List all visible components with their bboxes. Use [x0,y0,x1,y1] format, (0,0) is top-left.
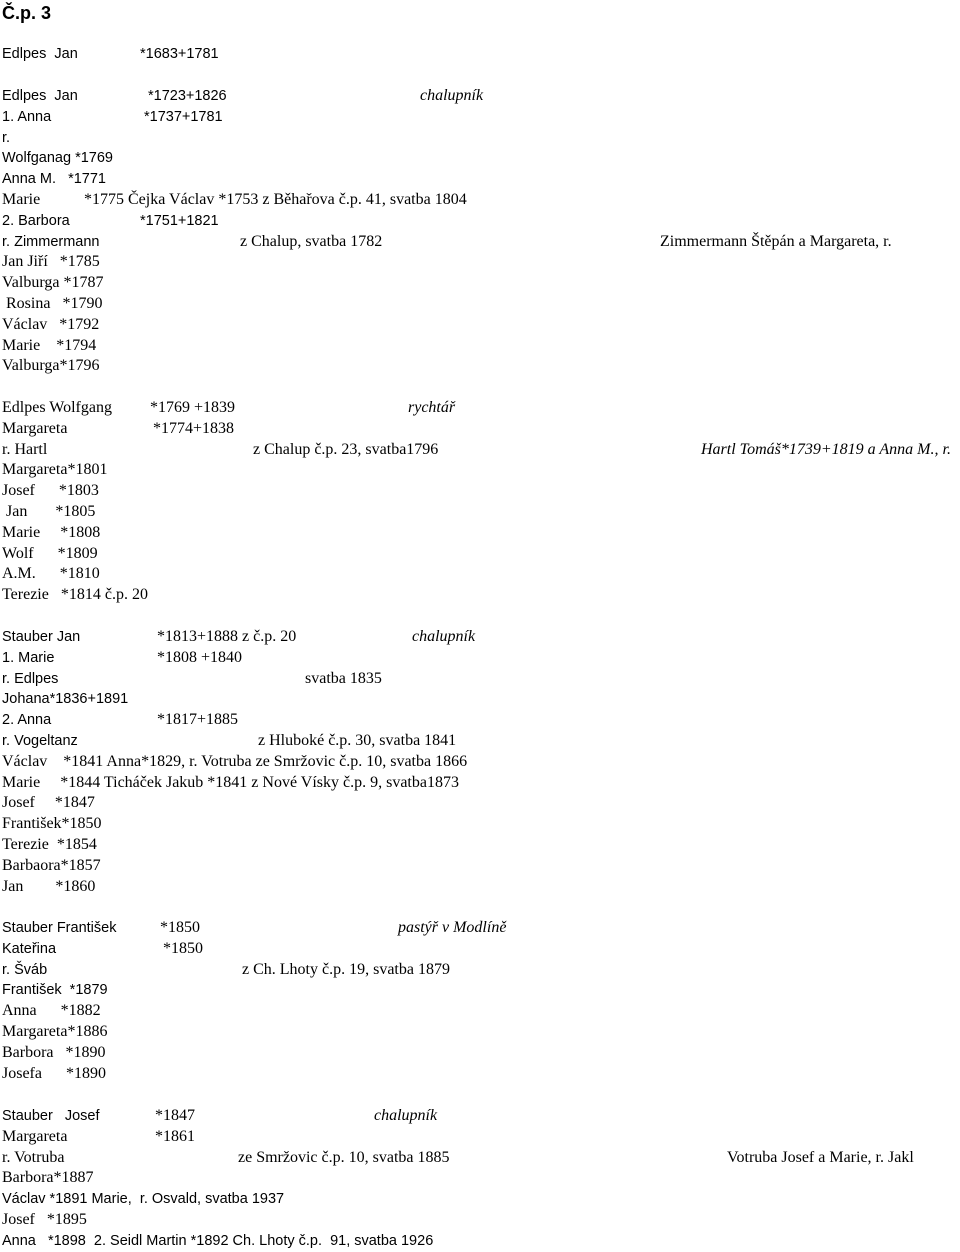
record-name: Barbora *1890 [2,1043,106,1061]
record-dates: ze Smržovic č.p. 10, svatba 1885 [238,1148,450,1166]
record-line [0,211,960,231]
record-line [0,960,960,980]
record-line [0,398,960,418]
page-title: Č.p. 3 [2,3,52,23]
record-line [0,627,960,647]
record-note: chalupník [420,87,484,104]
record-line [0,336,960,356]
record-name: Václav *1891 Marie, r. Osvald, svatba 1937 [2,1191,285,1208]
record-line [0,877,960,897]
record-line [0,481,960,501]
record-note: chalupník [374,1107,438,1124]
record-name: Wolf *1809 [2,544,98,562]
record-line [0,669,960,689]
record-name: Jan Jiří *1785 [2,253,100,271]
record-name: r. Edlpes [2,670,59,687]
record-line [0,793,960,813]
record-name: Margareta [2,1127,68,1145]
record-name: Johana*1836+1891 [2,691,129,708]
record-name: Edlpes Wolfgang [2,399,112,416]
record-name: Terezie *1854 [2,836,97,853]
record-line [0,544,960,564]
record-line [0,252,960,272]
record-dates: *1850 [160,919,200,936]
record-dates: *1847 [155,1107,195,1124]
record-name: Terezie *1814 č.p. 20 [2,586,148,604]
record-note: Zimmermann Štěpán a Margareta, r. [660,232,892,250]
record-name: r. Zimmermann [2,233,100,250]
record-name: Josef *1847 [2,794,95,812]
record-name: Stauber František [2,920,117,936]
record-name: Marie *1844 Ticháček Jakub *1841 z Nové Vísky č.p. 9, svatba1873 [2,773,459,791]
record-name: Kateřina [2,940,57,957]
record-name: Jan *1805 [2,503,96,520]
record-line [0,440,960,460]
record-dates: *1813+1888 z č.p. 20 [157,628,297,645]
record-dates: z Hluboké č.p. 30, svatba 1841 [258,732,457,749]
record-line [0,689,960,709]
record-name: Anna *1882 [2,1002,101,1020]
record-line [0,44,960,64]
record-line [0,585,960,605]
record-line [0,773,960,793]
record-name: Wolfganag *1769 [2,150,113,167]
record-name: Stauber Jan [2,629,81,645]
record-line [0,1148,960,1168]
record-dates: *1850 [163,939,203,957]
record-name: r. Vogeltanz [2,733,78,749]
record-name: r. Šváb [2,961,48,978]
record-line [0,356,960,376]
record-name: Margareta*1886 [2,1023,108,1040]
record-name: 2. Anna [2,712,52,729]
record-name: Josef *1895 [2,1211,87,1228]
record-name: Anna M. *1771 [2,171,106,188]
record-line [0,232,960,252]
record-name: Anna *1898 2. Seidl Martin *1892 Ch. Lhoty č.p. 91, svatba 1926 [2,1232,434,1249]
record-line [0,148,960,168]
record-name: Rosina *1790 [2,295,103,312]
record-line [0,1127,960,1147]
record-line [0,107,960,127]
record-name: 2. Barbora [2,212,70,229]
record-line [0,648,960,668]
record-line [0,752,960,772]
record-line [0,731,960,751]
record-line [0,1001,960,1021]
record-line [0,273,960,293]
record-dates: *1737+1781 [144,108,223,125]
record-name: Marie *1808 [2,523,101,541]
record-name: Barbora*1887 [2,1169,94,1187]
record-name: 1. Anna [2,108,52,125]
record-line [0,918,960,938]
record-line [0,939,960,959]
record-dates: svatba 1835 [305,669,382,687]
record-name: Josef *1803 [2,482,99,500]
record-name: Marie [2,191,41,208]
record-line [0,1064,960,1084]
record-name: r. Votruba [2,1148,65,1166]
record-note: Hartl Tomáš*1739+1819 a Anna M., r. [701,440,951,458]
record-line [0,1210,960,1230]
record-name: Josefa *1890 [2,1064,106,1082]
record-dates: *1817+1885 [157,711,239,729]
record-line [0,710,960,730]
record-name: Margareta*1801 [2,461,108,479]
record-dates: z Ch. Lhoty č.p. 19, svatba 1879 [242,960,450,978]
record-line [0,856,960,876]
record-line [0,1189,960,1209]
record-name: Valburga *1787 [2,274,104,292]
record-line [0,460,960,480]
record-line [0,835,960,855]
record-line [0,294,960,314]
record-note: pastýř v Modlíně [398,919,507,936]
record-note: rychtář [408,399,456,416]
record-name: František *1879 [2,982,108,999]
record-line [0,315,960,335]
record-line [0,169,960,189]
record-line [0,1168,960,1188]
record-dates: z Chalup č.p. 23, svatba1796 [253,440,439,458]
record-name: A.M. *1810 [2,565,100,583]
record-dates: z Chalup, svatba 1782 [240,232,383,250]
record-line [0,1022,960,1042]
record-name: Edlpes Jan [2,88,78,104]
record-dates: *1774+1838 [153,419,235,437]
record-name: Marie *1794 [2,336,97,354]
record-note: chalupník [412,628,476,645]
record-name: Valburga*1796 [2,357,100,375]
record-name: Barbaora*1857 [2,856,101,874]
record-name: Margareta [2,419,68,437]
record-line [0,1231,960,1251]
record-dates: *1808 +1840 [157,648,243,666]
record-name: Stauber Josef [2,1108,100,1124]
record-line [0,502,960,522]
record-name: Jan *1860 [2,877,96,895]
record-line [0,814,960,834]
record-dates: *1775 Čejka Václav *1753 z Běhařova č.p. 41, svatba 1804 [84,191,467,208]
record-note: Votruba Josef a Marie, r. Jakl [727,1148,914,1166]
record-name: František*1850 [2,815,102,833]
record-name: r. [2,129,11,146]
record-name: 1. Marie [2,649,55,666]
record-dates: *1683+1781 [140,46,219,62]
record-dates: *1751+1821 [140,212,219,229]
record-name: Václav *1841 Anna*1829, r. Votruba ze Smržovic č.p. 10, svatba 1866 [2,752,468,770]
record-line [0,564,960,584]
record-line [0,1106,960,1126]
record-dates: *1861 [155,1127,195,1145]
record-name: r. Hartl [2,440,48,458]
record-line [0,523,960,543]
record-name: Václav *1792 [2,315,100,333]
record-line [0,190,960,210]
record-dates: *1723+1826 [148,88,227,104]
record-line [0,86,960,106]
record-line [0,1043,960,1063]
record-name: Edlpes Jan [2,46,78,62]
record-line [0,419,960,439]
record-line [0,128,960,148]
record-line [0,980,960,1000]
record-dates: *1769 +1839 [150,399,236,416]
